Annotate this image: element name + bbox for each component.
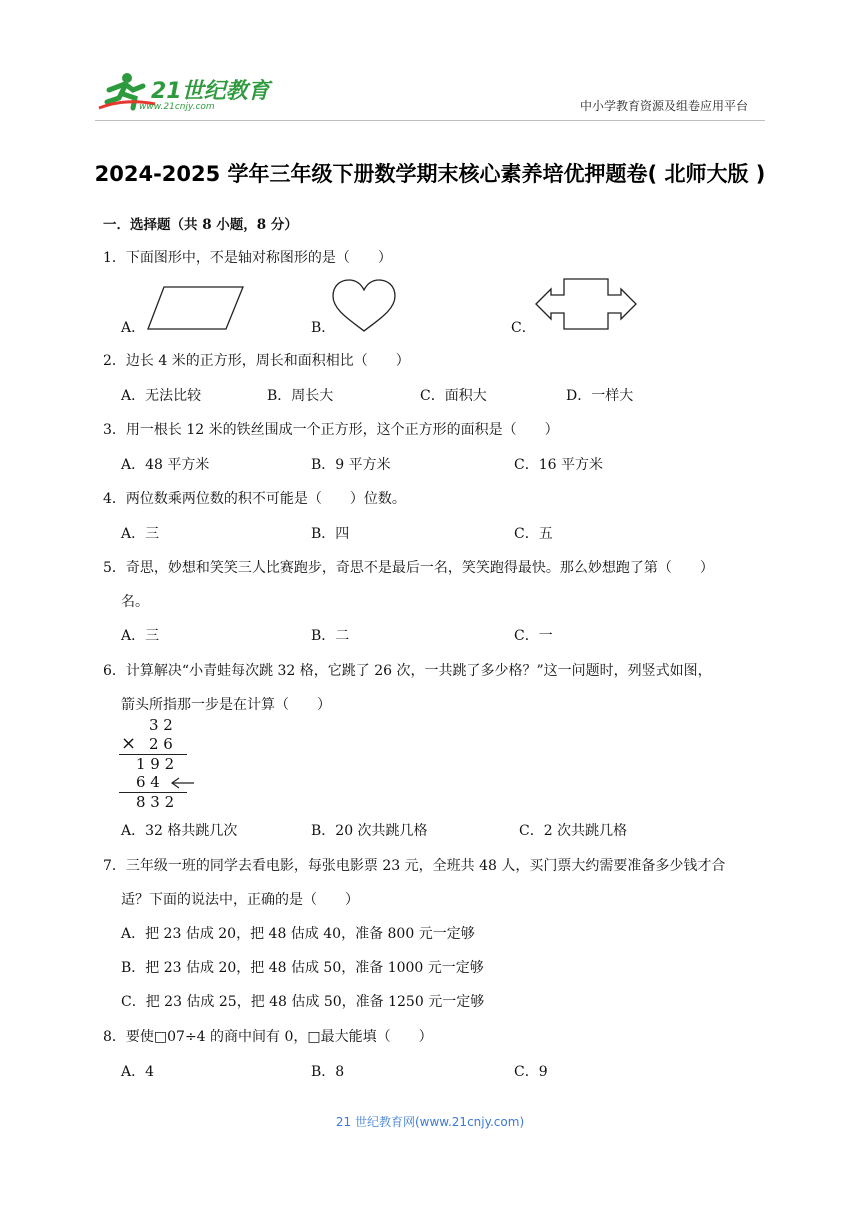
multiplier: 2 6 — [149, 735, 173, 753]
question-7-option-c[interactable]: C．把 23 估成 25，把 48 估成 50，准备 1250 元一定够 — [121, 994, 485, 1010]
question-8-stem: 8．要使□07÷4 的商中间有 0，□最大能填（ ） — [103, 1029, 433, 1045]
question-2-stem: 2．边长 4 米的正方形，周长和面积相比（ ） — [103, 353, 410, 369]
logo-url: www.21cnjy.com — [139, 102, 215, 112]
arrow-left-icon — [169, 776, 195, 790]
question-4-option-b[interactable]: B．四 — [311, 526, 350, 542]
partial-product-2: 6 4 — [136, 773, 160, 791]
partial-product-1: 1 9 2 — [136, 755, 175, 773]
question-2-option-d[interactable]: D．一样大 — [566, 388, 634, 404]
question-1-option-c[interactable]: C． — [511, 320, 536, 336]
question-4-option-a[interactable]: A．三 — [121, 526, 160, 542]
question-5-option-a[interactable]: A．三 — [121, 628, 160, 644]
question-7-stem-line2: 适？下面的说法中，正确的是（ ） — [121, 892, 359, 908]
question-6-option-c[interactable]: C．2 次共跳几格 — [519, 823, 628, 839]
question-2-option-a[interactable]: A．无法比较 — [121, 388, 202, 404]
question-5-option-b[interactable]: B．二 — [311, 628, 350, 644]
question-5-stem: 5．奇思，妙想和笑笑三人比赛跑步，奇思不是最后一名，笑笑跑得最快。那么妙想跑了第（ ） — [103, 560, 714, 576]
question-2-option-b[interactable]: B．周长大 — [267, 388, 334, 404]
question-5-option-c[interactable]: C．一 — [514, 628, 553, 644]
product-result: 8 3 2 — [136, 793, 175, 811]
question-6-option-a[interactable]: A．32 格共跳几次 — [121, 823, 238, 839]
question-5-stem-line2: 名。 — [121, 594, 149, 610]
question-6-option-b[interactable]: B．20 次共跳几格 — [311, 823, 428, 839]
header-divider — [95, 120, 765, 121]
section-heading: 一．选择题（共 8 小题，8 分） — [103, 217, 298, 233]
question-6-stem: 6．计算解决“小青蛙每次跳 32 格，它跳了 26 次，一共跳了多少格？”这一问题时，列竖式如图， — [103, 663, 712, 679]
question-6-stem-line2: 箭头所指那一步是在计算（ ） — [121, 697, 331, 713]
question-3-stem: 3．用一根长 12 米的铁丝围成一个正方形，这个正方形的面积是（ ） — [103, 422, 559, 438]
vertical-multiplication — [117, 716, 197, 816]
question-7-option-b[interactable]: B．把 23 估成 20，把 48 估成 50，准备 1000 元一定够 — [121, 960, 484, 976]
question-8-option-a[interactable]: A．4 — [121, 1064, 155, 1080]
question-7-stem: 7．三年级一班的同学去看电影，每张电影票 23 元，全班共 48 人，买门票大约需要准备多少钱才合 — [103, 858, 726, 874]
question-4-stem: 4．两位数乘两位数的积不可能是（ ）位数。 — [103, 491, 406, 507]
parallelogram-figure — [146, 285, 246, 331]
question-4-option-c[interactable]: C．五 — [514, 526, 553, 542]
logo-text: 21世纪教育 — [151, 79, 270, 104]
question-1-option-b[interactable]: B． — [311, 320, 336, 336]
question-8-option-c[interactable]: C．9 — [514, 1064, 548, 1080]
header-platform-text: 中小学教育资源及组卷应用平台 — [580, 99, 749, 113]
question-1-option-a[interactable]: A． — [121, 320, 146, 336]
footer-link[interactable]: 21 世纪教育网(www.21cnjy.com) — [335, 1115, 525, 1129]
page-title: 2024-2025 学年三年级下册数学期末核心素养培优押题卷( 北师大版 ) — [94, 162, 766, 186]
question-7-option-a[interactable]: A．把 23 估成 20，把 48 估成 40，准备 800 元一定够 — [121, 926, 475, 942]
heart-figure — [330, 278, 398, 334]
question-1-stem: 1．下面图形中，不是轴对称图形的是（ ） — [103, 250, 392, 266]
question-8-option-b[interactable]: B．8 — [311, 1064, 345, 1080]
double-arrow-figure — [534, 277, 638, 331]
logo — [95, 68, 270, 116]
question-3-option-c[interactable]: C．16 平方米 — [514, 457, 603, 473]
question-3-option-a[interactable]: A．48 平方米 — [121, 457, 210, 473]
times-sign: × — [121, 733, 137, 754]
question-3-option-b[interactable]: B．9 平方米 — [311, 457, 391, 473]
multiplicand: 3 2 — [149, 716, 173, 734]
question-2-option-c[interactable]: C．面积大 — [420, 388, 487, 404]
